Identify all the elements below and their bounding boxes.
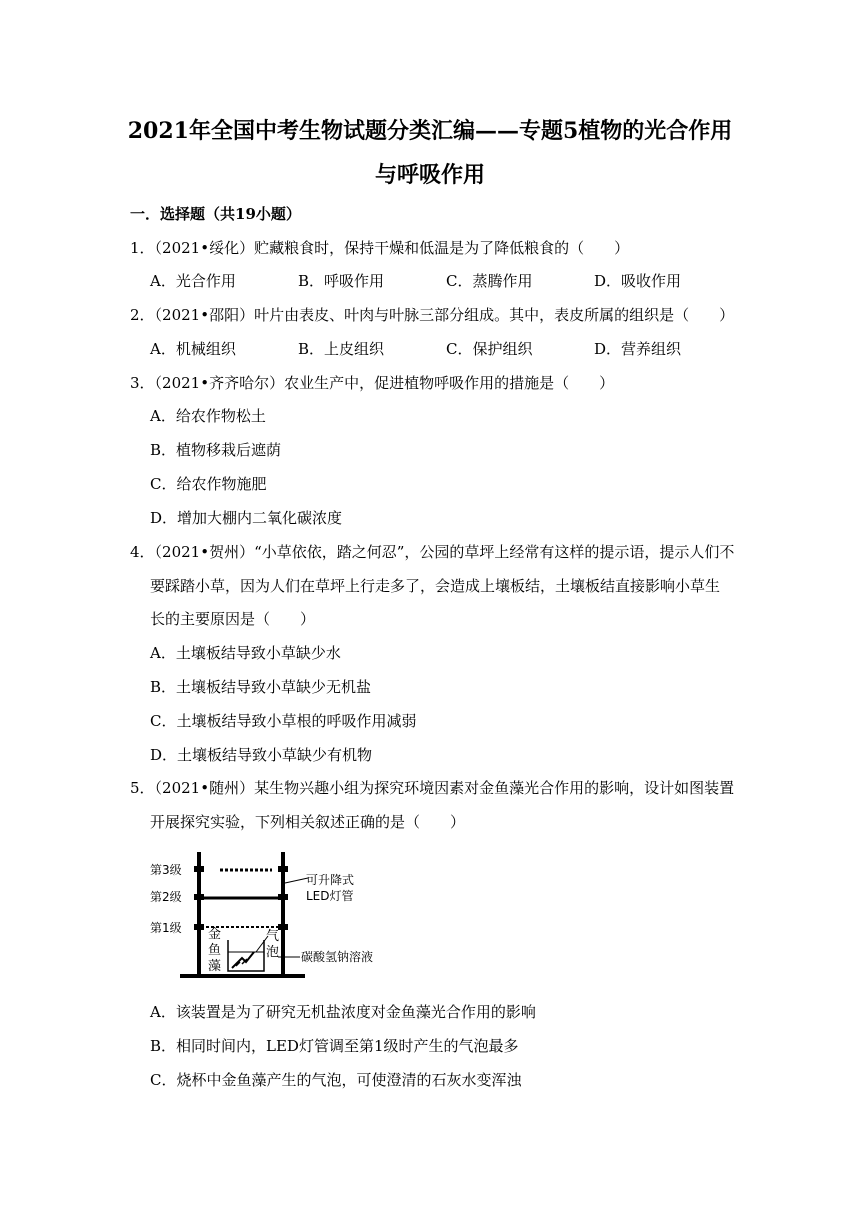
question-4-stem-line1: 4．（2021•贺州）“小草依依，踏之何忍”，公园的草坪上经常有这样的提示语，提示人们不 [130, 543, 735, 561]
document-title-line2: 与呼吸作用 [374, 162, 485, 188]
question-1-option-a: A．光合作用 [150, 272, 236, 290]
question-5-stem-line2: 开展探究实验，下列相关叙述正确的是（ ） [150, 813, 466, 831]
level-1-label: 第1级 [150, 921, 182, 935]
plant-label-char-3: 藻 [208, 959, 222, 974]
question-2-option-b: B．上皮组织 [298, 340, 385, 358]
question-3-option-b: B．植物移栽后遮荫 [150, 441, 282, 459]
question-4-option-b: B．土壤板结导致小草缺少无机盐 [150, 678, 372, 696]
question-3-option-c: C．给农作物施肥 [150, 475, 267, 493]
lamp-label-line1: 可升降式 [306, 873, 355, 887]
question-4-option-a: A．土壤板结导致小草缺少水 [150, 644, 341, 662]
question-3-option-a: A．给农作物松土 [150, 407, 266, 425]
question-2-option-a: A．机械组织 [150, 340, 236, 358]
bubble-label-char-1: 气 [266, 929, 280, 944]
question-3-stem: 3．（2021•齐齐哈尔）农业生产中，促进植物呼吸作用的措施是（ ） [130, 374, 615, 392]
solution-label: 碳酸氢钠溶液 [301, 950, 374, 964]
question-4-option-c: C．土壤板结导致小草根的呼吸作用减弱 [150, 712, 417, 730]
question-4-stem-line2: 要踩踏小草，因为人们在草坪上行走多了，会造成上壤板结，土壤板结直接影响小草生 [150, 577, 721, 595]
experiment-apparatus-figure [148, 848, 388, 983]
question-3-option-d: D．增加大棚内二氧化碳浓度 [150, 509, 343, 527]
question-4-stem-line3: 长的主要原因是（ ） [150, 610, 316, 628]
question-5-option-b: B．相同时间内，LED灯管调至第1级时产生的气泡最多 [150, 1037, 519, 1055]
question-2-option-d: D．营养组织 [594, 340, 682, 358]
question-1-option-d: D．吸收作用 [594, 272, 682, 290]
question-1-stem: 1．（2021•绥化）贮藏粮食时，保持干燥和低温是为了降低粮食的（ ） [130, 239, 630, 257]
level-2-label: 第2级 [150, 890, 182, 904]
plant-label-char-1: 金 [208, 927, 222, 942]
question-1-option-c: C．蒸腾作用 [446, 272, 533, 290]
bubble-label-char-2: 泡 [266, 945, 280, 960]
question-5-option-c: C．烧杯中金鱼藻产生的气泡，可使澄清的石灰水变浑浊 [150, 1071, 522, 1089]
question-5-option-a: A．该装置是为了研究无机盐浓度对金鱼藻光合作用的影响 [150, 1003, 536, 1021]
section-heading: 一．选择题（共19小题） [130, 205, 301, 223]
question-2-option-c: C．保护组织 [446, 340, 533, 358]
question-2-stem: 2．（2021•邵阳）叶片由表皮、叶肉与叶脉三部分组成。其中，表皮所属的组织是（ ） [130, 306, 735, 324]
question-4-option-d: D．土壤板结导致小草缺少有机物 [150, 746, 373, 764]
plant-label-char-2: 鱼 [208, 943, 222, 958]
goldfish-weed [232, 952, 254, 968]
level-3-label: 第3级 [150, 863, 182, 877]
question-5-stem-line1: 5．（2021•随州）某生物兴趣小组为探究环境因素对金鱼藻光合作用的影响，设计如图装置 [130, 779, 735, 797]
document-title-line1: 2021年全国中考生物试题分类汇编——专题5植物的光合作用 [127, 118, 733, 144]
question-1-option-b: B．呼吸作用 [298, 272, 385, 290]
lamp-label-line2: LED灯管 [306, 889, 354, 903]
